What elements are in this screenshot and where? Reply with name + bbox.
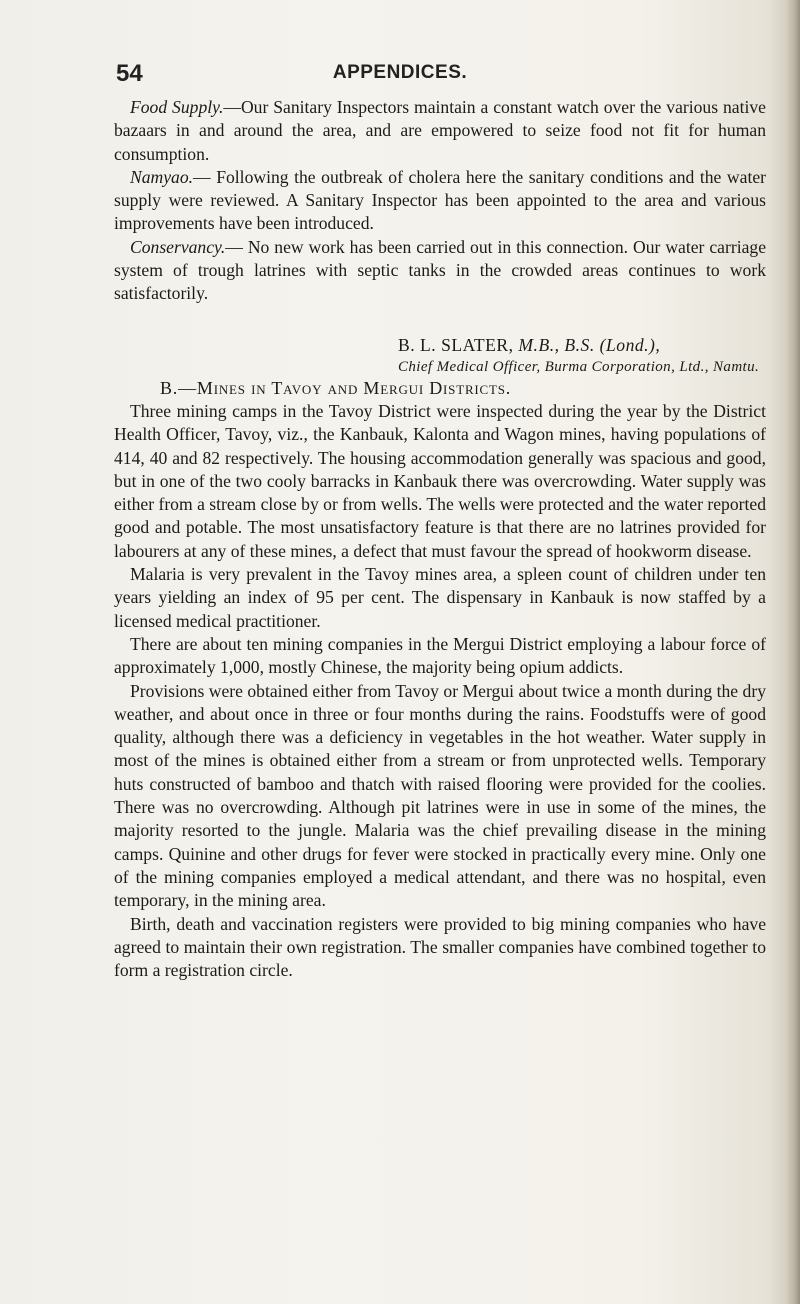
paragraph-text: —Our Sanitary Inspectors maintain a constant watch over the various native bazaars in and around the area, and are empowered to seize food not fit for human consumption.: [114, 97, 766, 164]
signatory-name-text: B. L. SLATER,: [398, 334, 519, 355]
paragraph-conservancy: [114, 236, 766, 306]
signatory-name: [382, 334, 766, 357]
paragraph-registers: Birth, death and vaccination registers were provided to big mining companies who have agreed to maintain their own registration. The smaller companies have combined together to form a registration circle.: [114, 913, 766, 981]
paragraph-malaria: Malaria is very prevalent in the Tavoy mines area, a spleen count of children under ten years yielding an index of 95 per cent. The dispensary in Kanbauk is now staffed by a licensed medical practitioner.: [114, 564, 766, 631]
body-text: [114, 96, 766, 982]
run-in-heading: Food Supply.: [130, 97, 224, 117]
run-in-heading: Conservancy.: [130, 236, 226, 257]
paragraph-text: — No new work has been carried out in this connection. Our water carriage system of trough latrines with septic tanks in the crowded areas continues to work satisfactorily.: [114, 236, 766, 304]
paragraph-mergui-companies: There are about ten mining companies in the Mergui District employing a labour force of approximately 1,000, mostly Chinese, the majority being opium addicts.: [114, 633, 766, 678]
page-number: 54: [116, 60, 143, 87]
section-heading: B.—Mines in Tavoy and Mergui Districts.: [160, 377, 512, 398]
signatory-degrees: M.B., B.S. (Lond.),: [518, 334, 661, 355]
page-edge-shadow: [786, 0, 800, 1304]
paragraph-namyao: [114, 166, 766, 236]
running-title: APPENDICES.: [332, 62, 468, 83]
paragraph-provisions: Provisions were obtained either from Tavoy or Mergui about twice a month during the dry weather, and about once in three or four months during the rains. Foodstuffs were of good quality, although there was a deficiency in vegetables in the hot weather. Water supply in most of the mines is obtained either from a stream or from unprotected wells. Temporary huts constructed of bamboo and thatch with raised flooring were provided for the coolies. There was no overcrowding. Although pit latrines were in use in some of the mines, the majority resorted to the jungle. Malaria was the chief prevailing disease in the mining camps. Quinine and other drugs for fever were stocked in practically every mine. Only one of the mining companies employed a medical attendant, and there was no hospital, even temporary, in the mining area.: [114, 680, 766, 911]
paragraph-tavoy-camps: Three mining camps in the Tavoy District were inspected during the year by the District Health Officer, Tavoy, viz., the Kanbauk, Kalonta and Wagon mines, having populations of 414, 40 and 82 respectively. The housing accommodation generally was spacious and good, but in one of the two cooly barracks in Kanbauk there was overcrowding. Water supply was either from a stream close by or from wells. The wells were protected and the water reported good and potable. The most unsatisfactory feature is that there are no latrines provided for labourers at any of these mines, a defect that must favour the spread of hookworm disease.: [114, 400, 766, 561]
run-in-heading: Namyao.: [130, 166, 194, 187]
paragraph-food-supply: [114, 96, 766, 166]
signatory-title: Chief Medical Officer, Burma Corporation, Ltd., Namtu.: [398, 358, 760, 375]
signature-block: [114, 334, 766, 377]
paragraph-text: — Following the outbreak of cholera here the sanitary conditions and the water supply were reviewed. A Sanitary Inspector has been appointed to the area and various improvements have been introduced.: [114, 166, 766, 234]
